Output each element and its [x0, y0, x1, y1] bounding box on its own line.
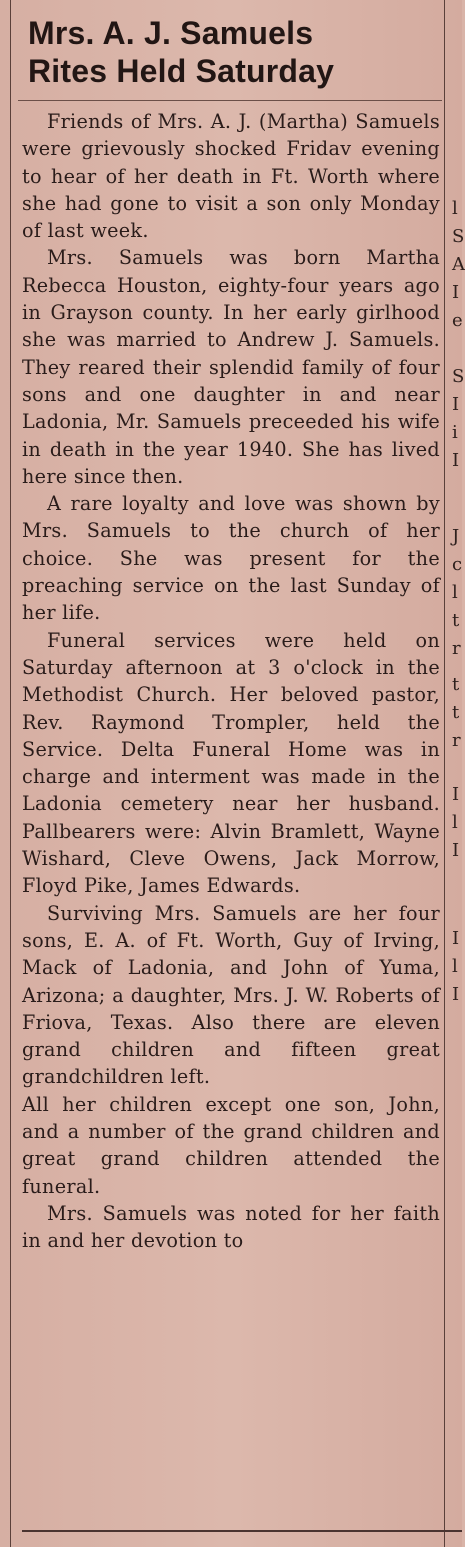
fragment-char: I	[452, 784, 460, 805]
fragment-char: I	[452, 450, 460, 471]
fragment-char: J	[452, 526, 460, 547]
left-column-rule	[10, 0, 11, 1547]
headline-line-2: Rites Held Saturday	[28, 53, 335, 89]
fragment-char: e	[452, 310, 463, 331]
left-column-edge	[0, 0, 10, 1547]
paragraph-attendance: All her children except one son, John, and a number of the grand children and great grand children attended the funeral.	[22, 1092, 440, 1198]
right-column-fragments	[446, 0, 465, 1547]
fragment-char: I	[452, 394, 460, 415]
fragment-char: t	[452, 610, 460, 631]
fragment-char: I	[452, 928, 460, 949]
fragment-char: i	[452, 422, 458, 443]
fragment-char: I	[452, 984, 460, 1005]
fragment-char: l	[452, 582, 458, 603]
paragraph-survivors: Surviving Mrs. Samuels are her four sons, E. A. of Ft. Worth, Guy of Irving, Mack of Ladonia, and John of Yuma, Arizona; a daughter, Mrs. J. W. Roberts of Friova, Texas. Also there are eleven grand children and fifteen great grandchildren left.	[22, 901, 440, 1089]
obituary-article	[22, 14, 440, 90]
fragment-char: l	[452, 198, 458, 219]
fragment-char: r	[452, 730, 461, 751]
fragment-char: r	[452, 638, 461, 659]
headline	[28, 14, 440, 90]
paragraph-funeral-services: Funeral services were held on Saturday afternoon at 3 o'clock in the Methodist Church. Her beloved pastor, Rev. Raymond Trompler, held the Service. Delta Funeral Home was in charge and interment was made in the Ladonia cemetery near her husband. Pallbearers were: Alvin Bramlett, Wayne Wishard, Cleve Owens, Jack Morrow, Floyd Pike, James Edwards.	[22, 628, 440, 898]
fragment-char: c	[452, 554, 463, 575]
article-body	[22, 108, 440, 1254]
paragraph-biography: Mrs. Samuels was born Martha Rebecca Houston, eighty-four years ago in Grayson county. In her early girlhood she was married to Andrew J. Samuels. They reared their splendid family of four sons and one daughter in and near Ladonia, Mr. Samuels preceeded his wife in death in the year 1940. She has lived here since then.	[22, 246, 440, 488]
fragment-char: l	[452, 956, 458, 977]
fragment-char: I	[452, 840, 460, 861]
headline-rule	[18, 100, 442, 101]
fragment-char: A	[452, 254, 465, 275]
fragment-char: l	[452, 812, 458, 833]
right-column-rule	[444, 0, 445, 1547]
fragment-char: S	[452, 366, 465, 387]
fragment-char: t	[452, 674, 460, 695]
paragraph-church-loyalty: A rare loyalty and love was shown by Mrs. Samuels to the church of her choice. She was present for the preaching service on the last Sunday of her life.	[22, 492, 440, 625]
fragment-char: I	[452, 282, 460, 303]
headline-line-1: Mrs. A. J. Samuels	[28, 15, 314, 51]
bottom-rule	[22, 1530, 462, 1532]
fragment-char: t	[452, 702, 460, 723]
fragment-char: S	[452, 226, 465, 247]
paragraph-faith: Mrs. Samuels was noted for her faith in and her devotion to	[22, 1201, 440, 1253]
paragraph-news-of-death: Friends of Mrs. A. J. (Martha) Samuels were grievously shocked Fridav evening to hear of her death in Ft. Worth where she had gone to visit a son only Monday of last week.	[22, 110, 440, 243]
